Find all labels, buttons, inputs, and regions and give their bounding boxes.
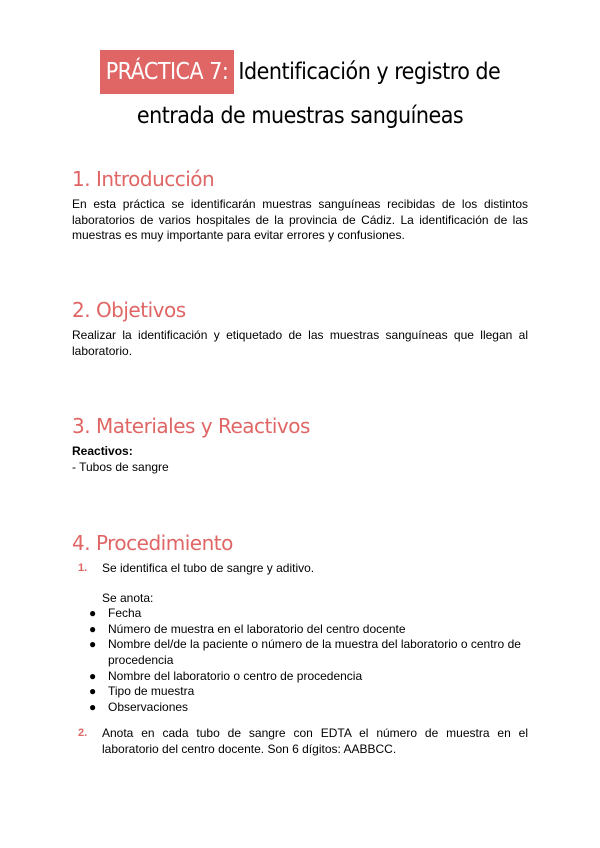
objetivos-paragraph: Realizar la identificación y etiquetado de las muestras sanguíneas que llegan al laboratorio. [72, 328, 528, 358]
section-procedimiento [72, 531, 528, 758]
bullet-icon: ● [89, 668, 97, 683]
list-item: ● Nombre del/de la paciente o número de la muestra del laboratorio o centro de procedencia [89, 637, 521, 667]
list-item: ● Tipo de muestra [89, 684, 195, 699]
heading-materiales: 3. Materiales y Reactivos [72, 414, 310, 438]
bullet-icon: ● [89, 606, 97, 621]
bullet-icon: ● [89, 637, 97, 652]
bullet-icon: ● [89, 684, 97, 699]
section-objetivos [72, 298, 528, 359]
bullet-icon: ● [89, 621, 97, 636]
procedure-step-2 [72, 726, 528, 757]
procedure-steps [72, 561, 528, 758]
intro-paragraph: En esta práctica se identificarán muestras sanguíneas recibidas de los distintos laboratorios de varios hospitales de la provincia de Cádiz. La identificación de las muestras es muy importante para evitar errores y confusiones. [72, 197, 528, 243]
procedure-step-1 [72, 561, 528, 715]
reactivos-item: - Tubos de sangre [72, 459, 169, 474]
step-1-number: 1. [78, 562, 88, 574]
bullet-icon: ● [89, 699, 97, 714]
title-text-1: Identificación y registro de [238, 59, 501, 85]
step-1-text: Se identifica el tubo de sangre y aditivo. [102, 561, 315, 575]
list-item: ● Fecha [89, 606, 142, 621]
title-line-2 [0, 94, 600, 138]
reactivos-label: Reactivos: [72, 444, 133, 458]
anota-list [72, 606, 528, 715]
section-introduccion [72, 167, 528, 244]
heading-objetivos: 2. Objetivos [72, 298, 186, 322]
practice-badge: PRÁCTICA 7: [100, 50, 235, 94]
heading-introduccion: 1. Introducción [72, 167, 215, 191]
document-title [0, 50, 600, 138]
step-2-text: Anota en cada tubo de sangre con EDTA el número de muestra en el laboratorio del centro docente. Son 6 dígitos: AABBCC. [102, 726, 528, 756]
list-item: ● Nombre del laboratorio o centro de procedencia [89, 668, 363, 683]
title-line-1 [0, 50, 600, 94]
section-materiales [72, 414, 528, 475]
step-2-number: 2. [78, 727, 88, 740]
list-item: ● Observaciones [89, 699, 189, 714]
title-text-2: entrada de muestras sanguíneas [136, 103, 464, 129]
heading-procedimiento: 4. Procedimiento [72, 531, 233, 555]
list-item: ● Número de muestra en el laboratorio del centro docente [89, 621, 406, 636]
anota-label: Se anota: [102, 590, 154, 605]
